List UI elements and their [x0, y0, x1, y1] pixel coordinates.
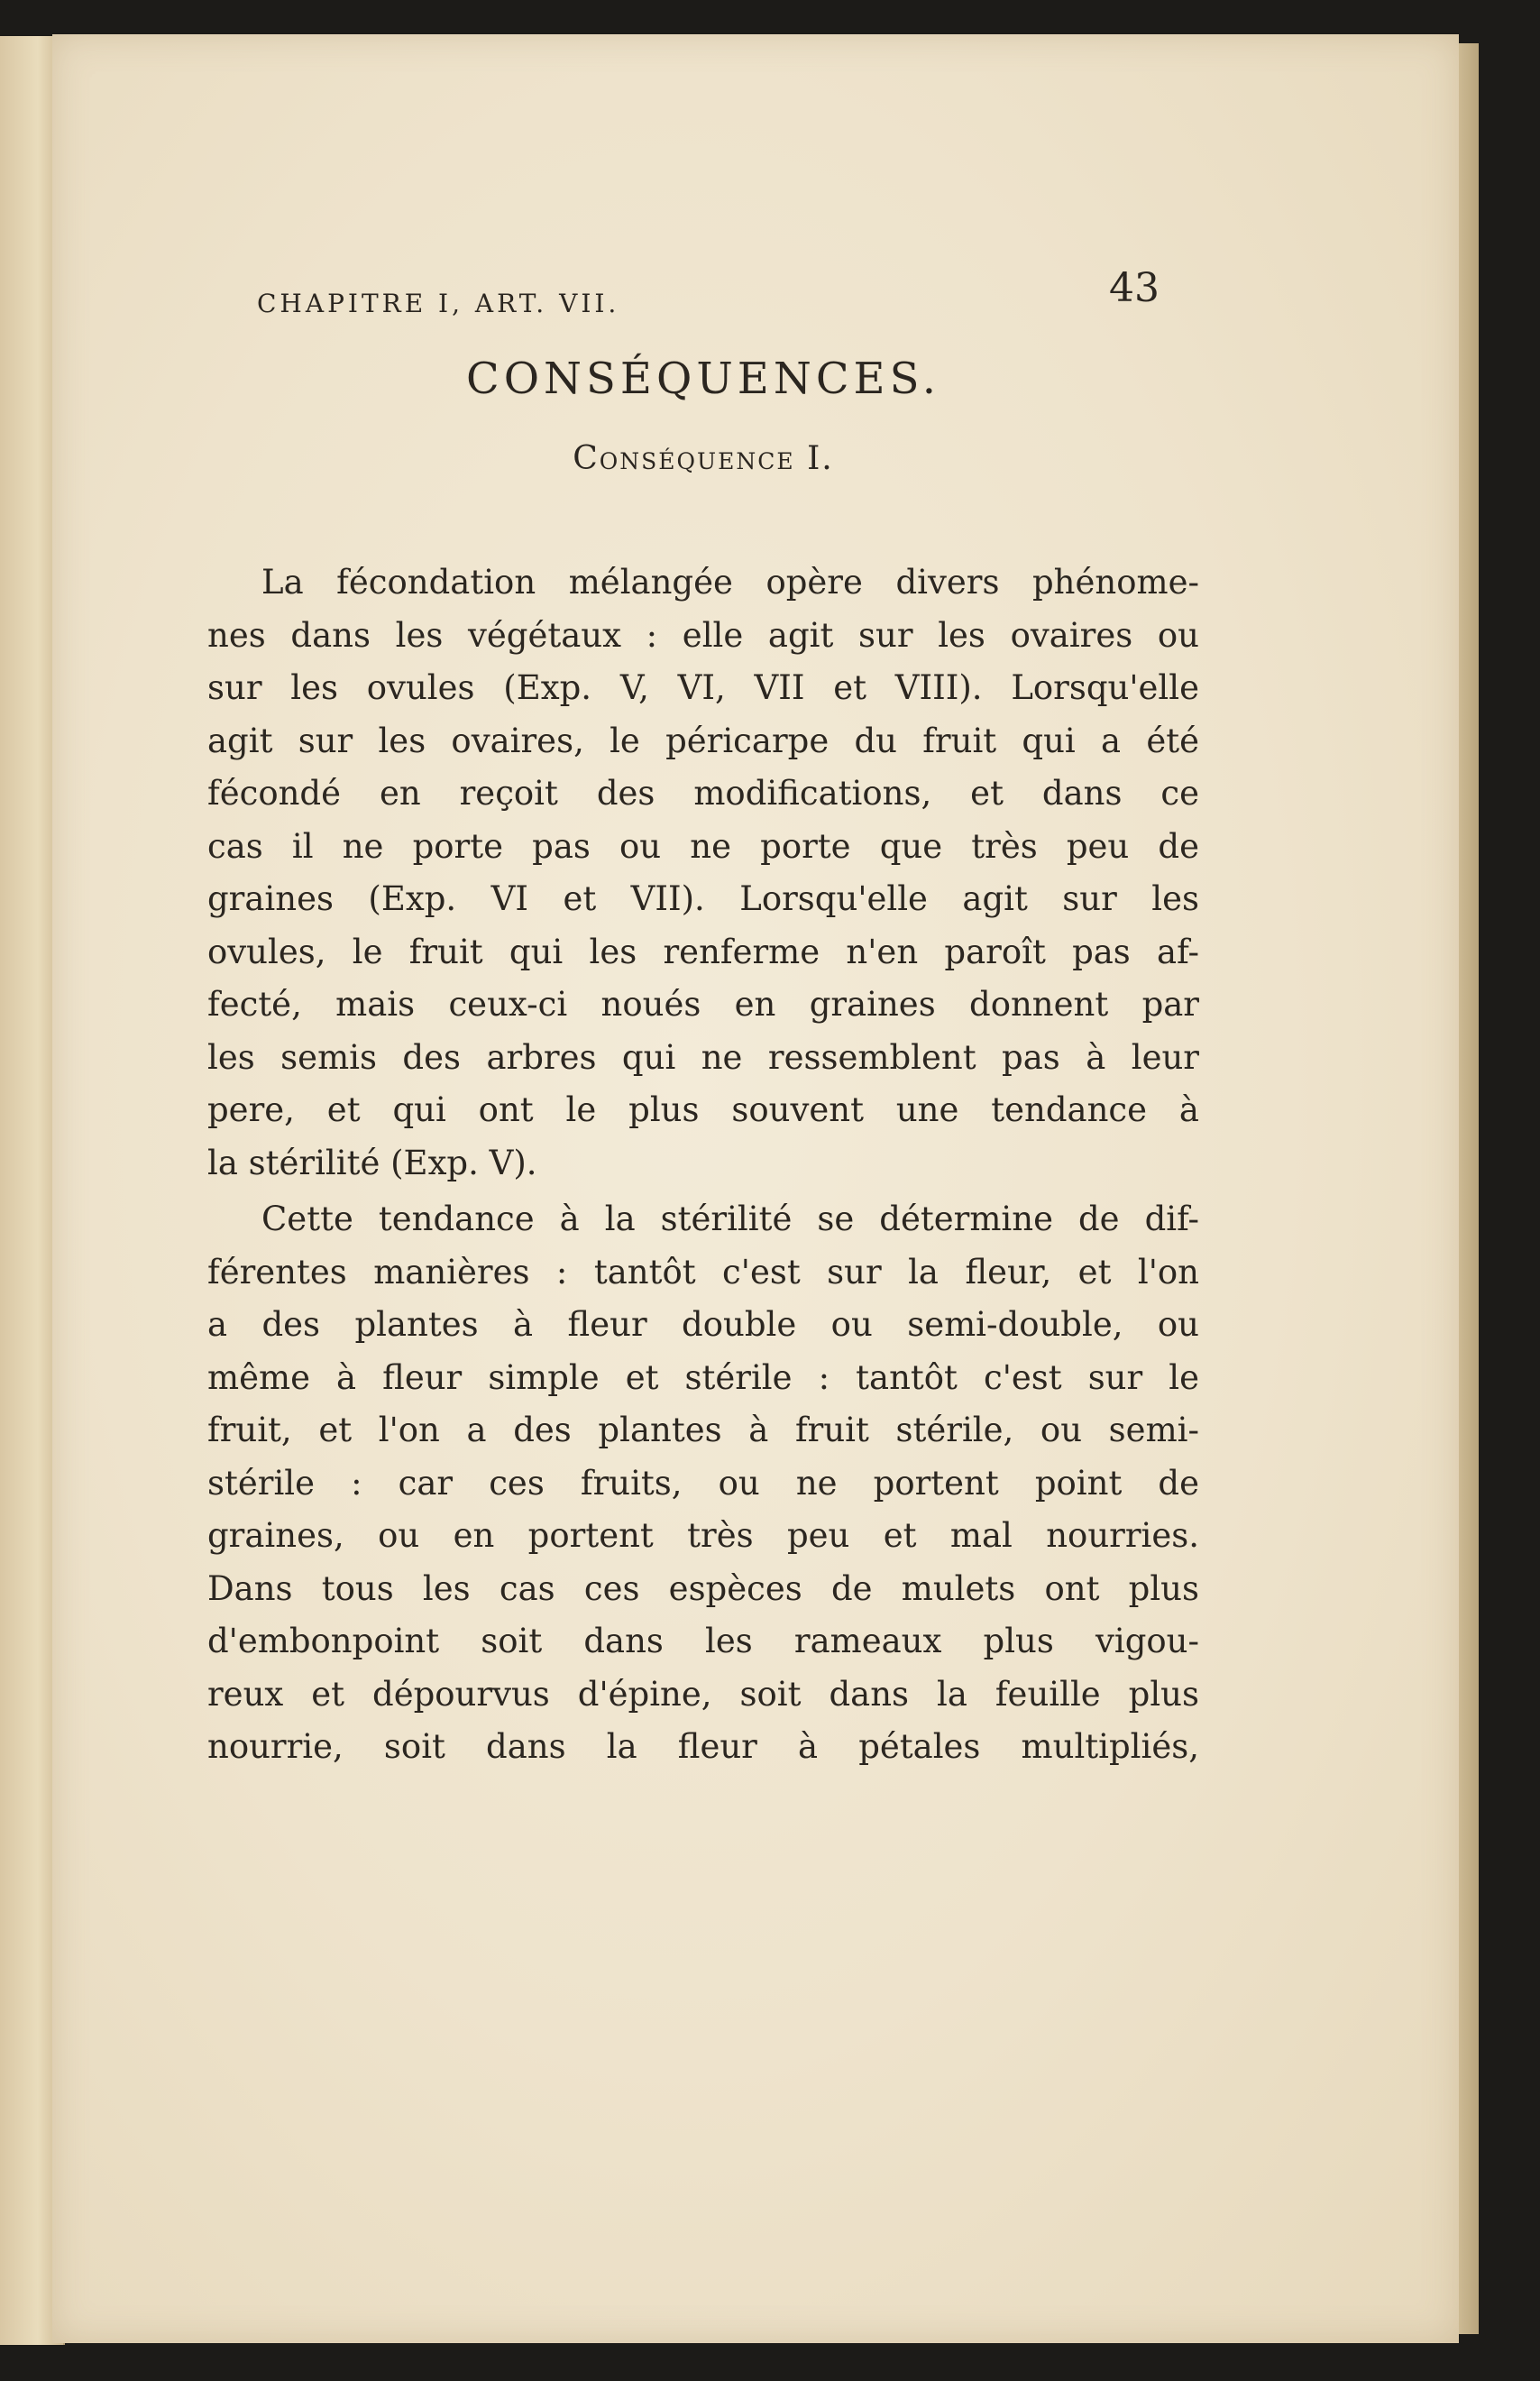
- paragraph-line: La fécondation mélangée opère divers phénome-: [261, 563, 1199, 602]
- paragraph-2: [207, 1193, 1199, 1774]
- running-title: CHAPITRE I, ART. VII.: [257, 289, 620, 318]
- paragraph-line: fruit, et l'on a des plantes à fruit stérile, ou semi-: [207, 1411, 1199, 1449]
- paragraph-line: a des plantes à fleur double ou semi-double, ou: [207, 1305, 1199, 1344]
- running-head: [207, 225, 1199, 318]
- paragraph-line: cas il ne porte pas ou ne porte que très peu de: [207, 826, 1199, 866]
- subsection-title: Conséquence I.: [573, 440, 834, 477]
- page-content: [207, 225, 1199, 1774]
- paragraph-line: Cette tendance à la stérilité se détermine de dif-: [261, 1200, 1199, 1238]
- section-title: CONSÉQUENCES.: [465, 354, 941, 404]
- paragraph-line: nes dans les végétaux : elle agit sur les ovaires ou: [207, 615, 1199, 655]
- paragraph-line: graines, ou en portent très peu et mal nourries.: [207, 1516, 1199, 1555]
- paragraph-line: nourrie, soit dans la fleur à pétales multipliés,: [207, 1727, 1199, 1766]
- paragraph-line: même à fleur simple et stérile : tantôt c'est sur le: [207, 1357, 1199, 1397]
- paragraph-line: reux et dépourvus d'épine, soit dans la feuille plus: [207, 1674, 1199, 1714]
- paragraph-line: pere, et qui ont le plus souvent une tendance à: [207, 1090, 1199, 1129]
- paragraph-line: la stérilité (Exp. V).: [207, 1143, 537, 1182]
- paragraph-line: fécondé en reçoit des modifications, et dans ce: [207, 774, 1199, 813]
- paragraph-line: stérile : car ces fruits, ou ne portent point de: [207, 1463, 1199, 1503]
- paragraph-line: Dans tous les cas ces espèces de mulets ont plus: [207, 1568, 1199, 1608]
- paragraph-line: les semis des arbres qui ne ressemblent pas à leur: [207, 1037, 1199, 1077]
- paragraph-line: férentes manières : tantôt c'est sur la fleur, et l'on: [207, 1252, 1199, 1292]
- paragraph-line: sur les ovules (Exp. V, VI, VII et VIII). Lorsqu'elle: [207, 668, 1199, 707]
- paragraph-line: agit sur les ovaires, le péricarpe du fruit qui a été: [207, 721, 1199, 760]
- paragraph-line: d'embonpoint soit dans les rameaux plus vigou-: [207, 1622, 1199, 1660]
- paragraph-line: fecté, mais ceux-ci noués en graines donnent par: [207, 985, 1199, 1024]
- paragraph-1: [207, 556, 1199, 1190]
- paragraph-line: ovules, le fruit qui les renferme n'en paroît pas af-: [207, 932, 1199, 971]
- paragraph-line: graines (Exp. VI et VII). Lorsqu'elle agit sur les: [207, 879, 1199, 918]
- page-number: 43: [1109, 265, 1160, 311]
